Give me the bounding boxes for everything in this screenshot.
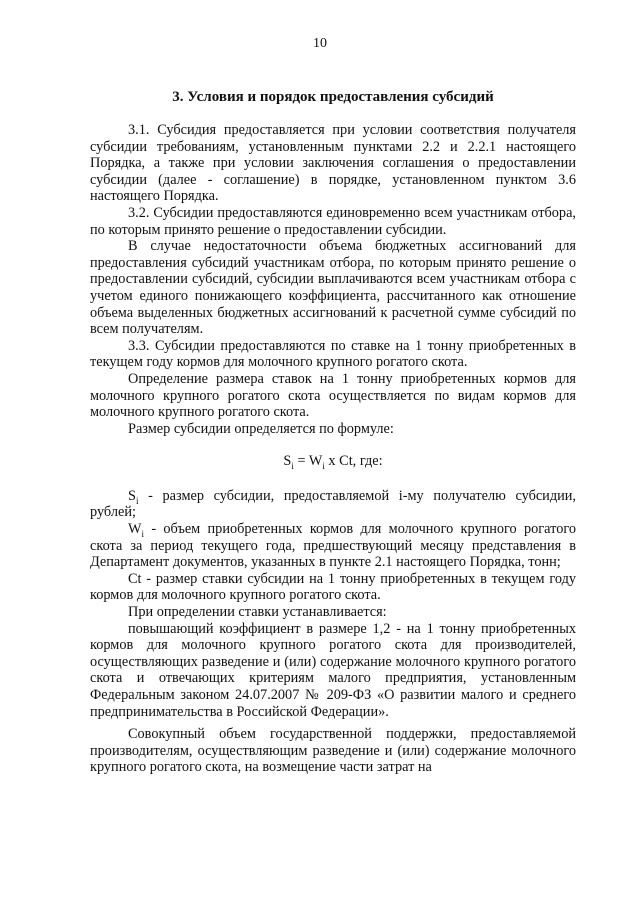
formula-w-subscript: i	[322, 461, 325, 472]
definition-w	[90, 521, 576, 571]
formula-s: S	[283, 453, 292, 470]
paragraph-3-3: 3.3. Субсидии предоставляются по ставке на 1 тонну приобретенных в текущем году кормов для молочного крупного рогатого скота.	[90, 337, 576, 371]
paragraph-3-1: 3.1. Субсидия предоставляется при условии соответствия получателя субсидии требованиям, установленным пунктами 2.2 и 2.2.1 настоящего Порядка, а также при условии заключения соглашения о предоставлении субсидии (далее - соглашение) в порядке, установленном пунктом 3.6 настоящего Порядка.	[90, 122, 576, 205]
definition-w-text: - объем приобретенных кормов для молочного крупного рогатого скота за период текущего года, предшествующий месяцу представления в Департамент документов, указанных в пункте 2.1 настоящего Порядка, тонн;	[90, 521, 576, 571]
paragraph-rate-definition: Определение размера ставок на 1 тонну приобретенных кормов для молочного крупного рогатого скота осуществляется по видам кормов для молочного крупного рогатого скота.	[90, 370, 576, 421]
definition-ct: Ct - размер ставки субсидии на 1 тонну приобретенных в текущем году кормов для молочного крупного рогатого скота.	[90, 570, 576, 604]
formula-s-subscript: i	[291, 461, 294, 472]
paragraph-formula-intro: Размер субсидии определяется по формуле:	[128, 420, 394, 437]
definition-s-text: - размер субсидии, предоставляемой i-му получателю субсидии, рублей;	[90, 487, 576, 521]
paragraph-rate-intro: При определении ставки устанавливается:	[128, 604, 387, 621]
paragraph-3-2: 3.2. Субсидии предоставляются единовременно всем участникам отбора, по которым принято решение о предоставлении субсидии.	[90, 204, 576, 238]
definition-s-subscript: i	[135, 495, 139, 506]
definition-s-symbol: S	[128, 487, 136, 504]
page-number: 10	[313, 36, 327, 51]
formula-rest: x Ct, где:	[324, 453, 383, 470]
paragraph-total-support: Совокупный объем государственной поддержки, предоставляемой производителям, осуществляющим разведение и (или) содержание молочного крупного рогатого скота, на возмещение части затрат на	[90, 726, 576, 776]
subsidy-formula	[90, 453, 576, 470]
definition-w-subscript: i	[141, 528, 145, 539]
paragraph-coefficient: повышающий коэффициент в размере 1,2 - на 1 тонну приобретенных кормов для молочного крупного рогатого скота для производителей, осуществляющих разведение и (или) содержание молочного крупного рогатого скота и отвечающих критериям малого предприятия, установленным Федеральным законом 24.07.2007 № 209-ФЗ «О развитии малого и среднего предпринимательства в Российской Федерации».	[90, 620, 576, 720]
definition-s	[90, 488, 576, 521]
definition-w-symbol: W	[128, 521, 142, 538]
formula-equals-w: = W	[293, 453, 323, 470]
paragraph-insufficient-funds: В случае недостаточности объема бюджетных ассигнований для предоставления субсидий участникам отбора, по которым принято решение о предоставлении субсидий, субсидии выплачиваются всем участникам отбора с учетом единого понижающего коэффициента, рассчитанного как отношение объема выделенных бюджетных ассигнований к расчетной сумме субсидий по всем получателям.	[90, 238, 576, 338]
section-title: 3. Условия и порядок предоставления субсидий	[172, 89, 494, 105]
document-body	[90, 122, 576, 776]
